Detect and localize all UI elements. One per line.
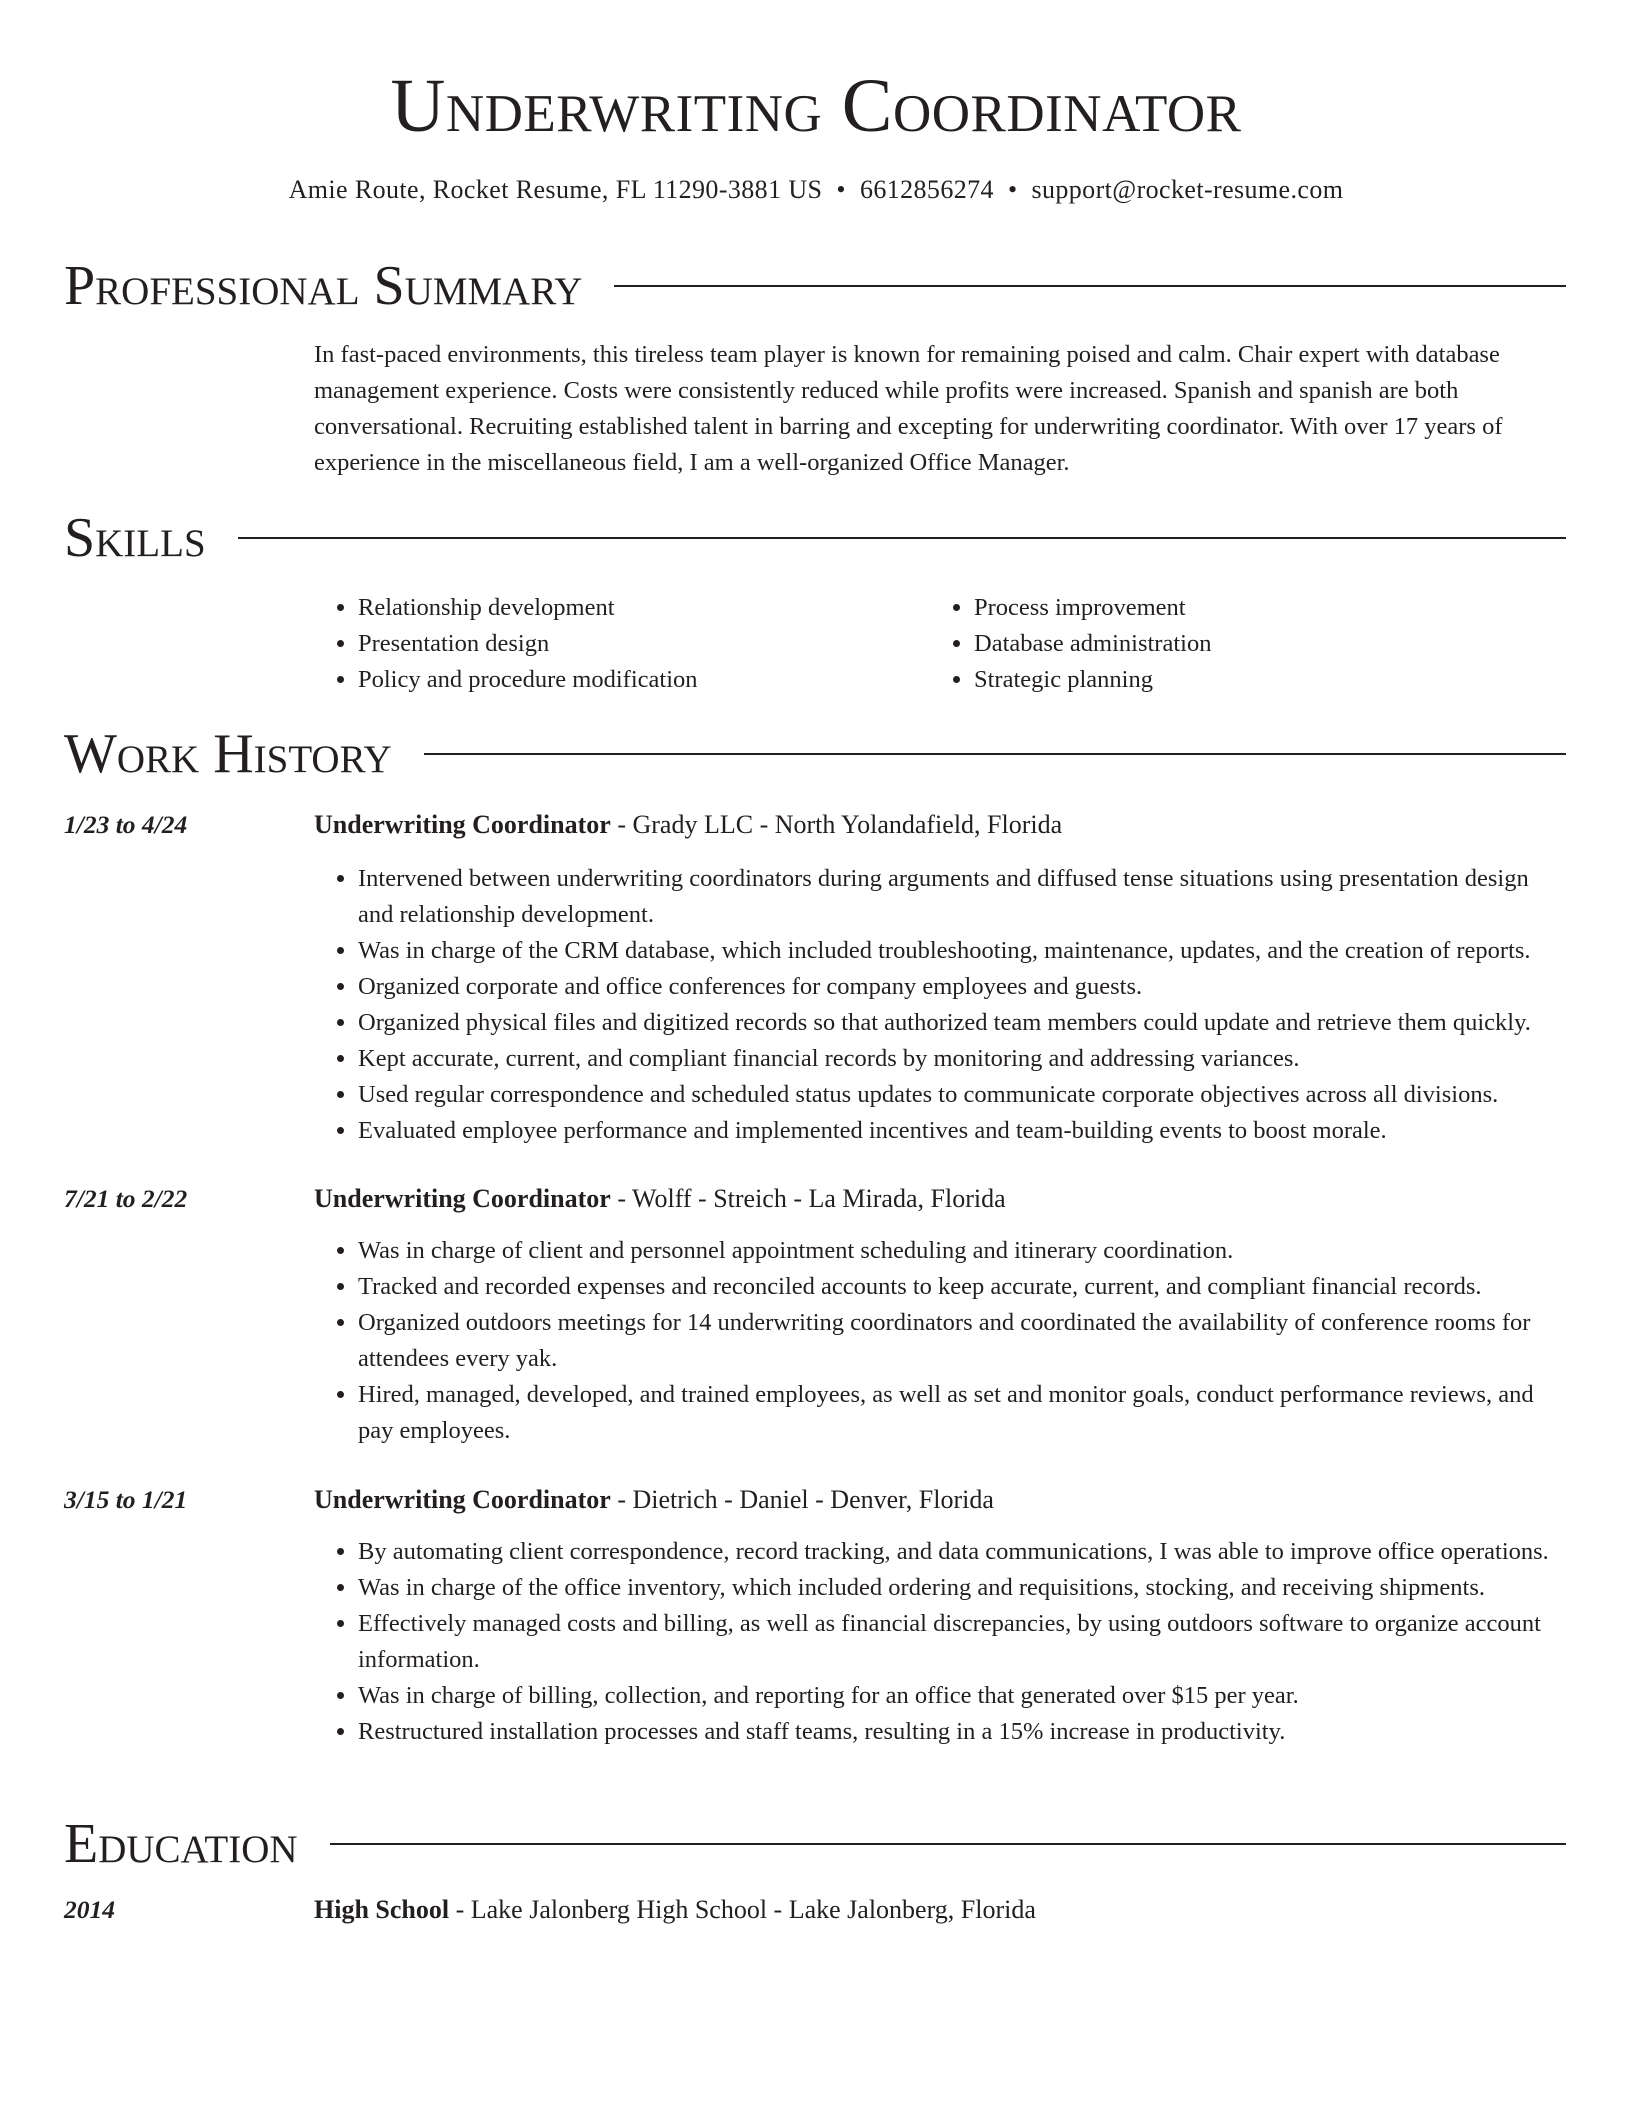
job-bullet: • Effectively managed costs and billing, as well as financial discrepancies, by using outdoors software to organize account information. (358, 1606, 1566, 1678)
job-bullet: • Was in charge of client and personnel appointment scheduling and itinerary coordination. (358, 1233, 1566, 1269)
contact-separator: • (1007, 175, 1018, 204)
job-bullet: • Was in charge of the CRM database, which included troubleshooting, maintenance, updates, and the creation of reports. (358, 933, 1566, 969)
section-title-skills: Skills (64, 507, 206, 569)
section-header-skills (64, 506, 1566, 570)
education-degree: High School (314, 1895, 450, 1924)
skills-column-left (314, 590, 930, 698)
section-header-work-history (64, 722, 1566, 786)
job-bullet: • Intervened between underwriting coordinators during arguments and diffused tense situations using presentation design and relationship development. (358, 861, 1566, 933)
summary-text: In fast-paced environments, this tireless team player is known for remaining poised and calm. Chair expert with database management experience. Costs were consistently reduced while profits were increased. Spanish and spanish are both conversational. Recruiting established talent in barring and excepting for underwriting coordinator. With over 17 years of experience in the miscellaneous field, I am a well-organized Office Manager. (314, 341, 1503, 476)
job-bullets (314, 861, 1566, 1149)
job-bullet: • Kept accurate, current, and compliant financial records by monitoring and addressing variances. (358, 1041, 1566, 1077)
skill-item: • Database administration (974, 626, 1566, 662)
job-title: Underwriting Coordinator (314, 1485, 611, 1514)
section-header-education (64, 1812, 1566, 1876)
contact-address: Amie Route, Rocket Resume, FL 11290-3881 US (288, 175, 823, 204)
education-school: - Lake Jalonberg High School - Lake Jalonberg, Florida (449, 1895, 1036, 1924)
skills-list (314, 590, 1566, 698)
job-title: Underwriting Coordinator (314, 810, 611, 839)
skill-item: • Strategic planning (974, 662, 1566, 698)
contact-separator: • (836, 175, 846, 204)
job-dates: 7/21 to 2/22 (64, 1184, 188, 1213)
section-header-summary (64, 254, 1566, 318)
education-year: 2014 (64, 1895, 115, 1924)
job-bullet: • Organized outdoors meetings for 14 underwriting coordinators and coordinated the availability of conference rooms for attendees every yak. (358, 1305, 1566, 1377)
section-divider (614, 285, 1566, 287)
job-bullet: • Hired, managed, developed, and trained employees, as well as set and monitor goals, conduct performance reviews, and pay employees. (358, 1377, 1566, 1449)
section-title-education: Education (64, 1813, 298, 1875)
job-bullet: • Tracked and recorded expenses and reconciled accounts to keep accurate, current, and compliant financial records. (358, 1269, 1566, 1305)
job-employer: - Wolff - Streich - La Mirada, Florida (610, 1184, 1006, 1213)
candidate-name: Underwriting Coordinator (390, 64, 1242, 148)
job-bullet: • Was in charge of the office inventory, which included ordering and requisitions, stocking, and receiving shipments. (358, 1570, 1566, 1606)
section-divider (424, 753, 1566, 755)
contact-line (0, 172, 1632, 208)
job-employer: - Dietrich - Daniel - Denver, Florida (610, 1485, 994, 1514)
job-bullet: • Used regular correspondence and scheduled status updates to communicate corporate objectives across all divisions. (358, 1077, 1566, 1113)
job-bullet: • Was in charge of billing, collection, and reporting for an office that generated over $15 per year. (358, 1678, 1566, 1714)
job-bullets (314, 1534, 1566, 1750)
section-divider (330, 1843, 1566, 1845)
job-bullet: • Restructured installation processes and staff teams, resulting in a 15% increase in productivity. (358, 1714, 1566, 1750)
contact-phone: 6612856274 (859, 175, 994, 204)
job-bullet: • Organized corporate and office conferences for company employees and guests. (358, 969, 1566, 1005)
job-bullet: • By automating client correspondence, record tracking, and data communications, I was able to improve office operations. (358, 1534, 1566, 1570)
section-divider (238, 537, 1566, 539)
education-line (314, 1892, 1566, 1928)
job-title-line (314, 807, 1566, 843)
job-title-line (314, 1482, 1566, 1518)
skill-item: • Presentation design (358, 626, 930, 662)
job-bullets (314, 1233, 1566, 1449)
job-title-line (314, 1181, 1566, 1217)
contact-email: support@rocket-resume.com (1031, 175, 1344, 204)
skill-item: • Policy and procedure modification (358, 662, 930, 698)
section-title-summary: Professional Summary (64, 255, 583, 317)
job-dates: 1/23 to 4/24 (64, 810, 188, 839)
job-bullet: • Evaluated employee performance and implemented incentives and team-building events to boost morale. (358, 1113, 1566, 1149)
job-employer: - Grady LLC - North Yolandafield, Florida (610, 810, 1063, 839)
skill-item: • Process improvement (974, 590, 1566, 626)
skills-column-right (930, 590, 1566, 698)
job-bullet: • Organized physical files and digitized records so that authorized team members could update and retrieve them quickly. (358, 1005, 1566, 1041)
skill-item: • Relationship development (358, 590, 930, 626)
job-dates: 3/15 to 1/21 (64, 1485, 188, 1514)
job-title: Underwriting Coordinator (314, 1184, 611, 1213)
section-title-work-history: Work History (64, 723, 392, 785)
